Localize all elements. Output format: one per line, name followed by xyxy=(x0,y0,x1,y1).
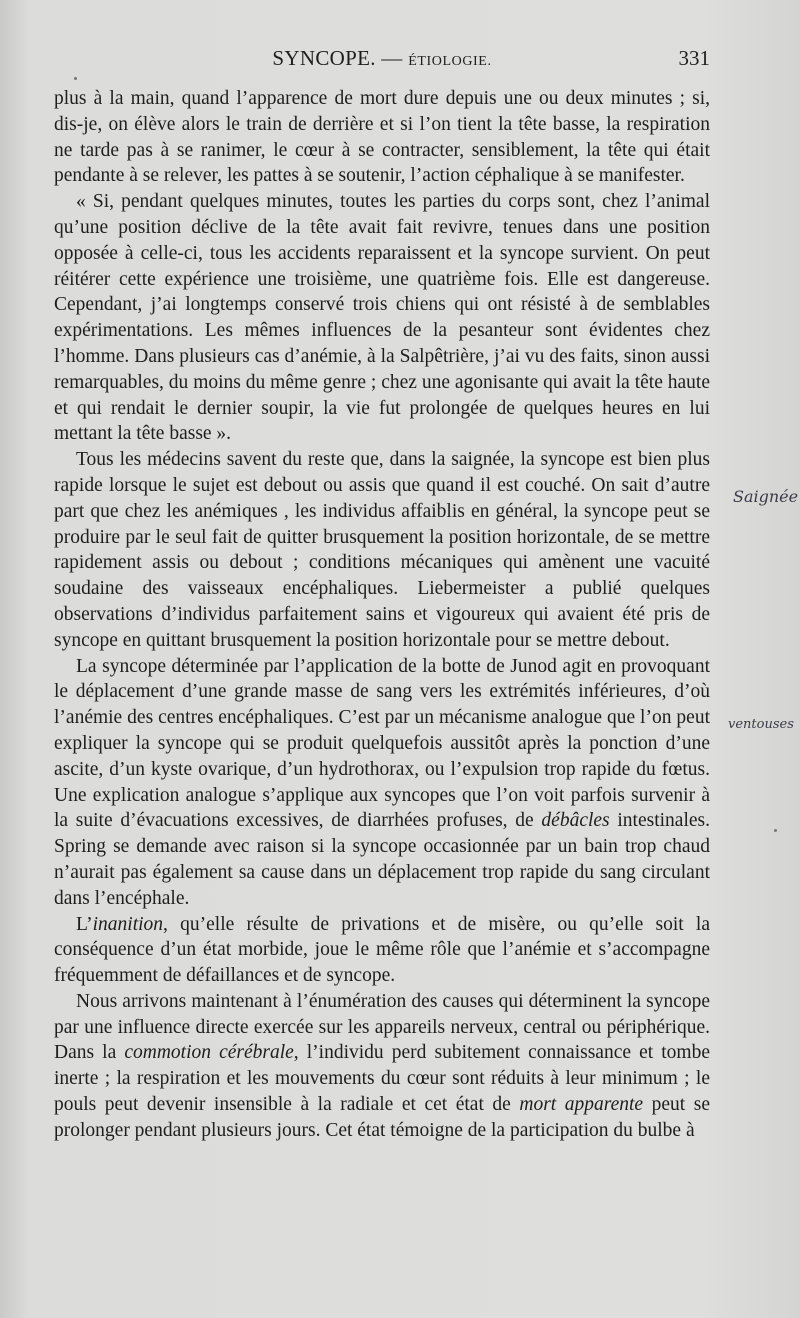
text-run: intestinales. Spring se demande avec raison si la syncope occasionnée par un bain trop chaud n’aurait pas également sa cause dans un déplacement trop rapide du sang circulant dans l’encéphale. xyxy=(54,810,710,909)
paragraph xyxy=(54,447,710,653)
text-run: plus à la main, quand l’apparence de mort dure depuis une ou deux minutes ; si, dis-je, on élève alors le train de derrière et si l’on tient la tête basse, la respiration ne tarde pas à se ranimer, le cœur à se contracter, sensiblement, la tête qui était pendante à se relever, les pattes à se soutenir, l’action céphalique à se manifester. xyxy=(54,88,710,187)
text-run: , l’individu perd subitement connaissance et tombe inerte ; la respiration et les mouvements du cœur sont réduits à leur minimum ; le pouls peut devenir insensible à la radiale et cet état de xyxy=(54,1042,710,1116)
running-head-subtitle: ÉTIOLOGIE. xyxy=(408,54,492,69)
italic-term: débâcles xyxy=(541,810,610,832)
body-text xyxy=(54,86,710,1144)
margin-note-saignee: Saignée xyxy=(733,487,799,506)
paragraph xyxy=(54,989,710,1144)
text-run: Tous les médecins savent du reste que, dans la saignée, la syncope est bien plus rapide lorsque le sujet est debout ou assis que quand il est couché. On sait d’autre part que chez les anémiques , les individus affaiblis en général, la syncope peut se produire par le seul fait de quitter brusquement la position horizontale, de se mettre rapidement assis ou debout ; conditions mécaniques qui amènent une vacuité soudaine des vaisseaux encéphaliques. Liebermeister a publié quelques observations d’individus parfaitement sains et vigoureux qui avaient été pris de syncope en quittant brusquement la position horizontale pour se mettre debout. xyxy=(54,449,710,651)
text-run: Nous arrivons maintenant à l’énumération des causes qui déterminent la syncope par une influence directe exercée sur les appareils nerveux, central ou périphérique. Dans la xyxy=(54,990,710,1064)
margin-note-ventouses: ventouses xyxy=(728,717,794,732)
paragraph xyxy=(54,189,710,447)
running-head xyxy=(54,46,710,71)
italic-term: commotion cérébrale xyxy=(124,1042,294,1064)
text-run: L’ xyxy=(76,913,93,935)
text-run: , qu’elle résulte de privations et de misère, ou qu’elle soit la conséquence d’un état morbide, joue le même rôle que l’anémie et s’accompagne fréquemment de défaillances et de syncope. xyxy=(54,913,710,987)
paragraph xyxy=(54,86,710,189)
page-header xyxy=(54,46,710,76)
text-run: « Si, pendant quelques minutes, toutes les parties du corps sont, chez l’animal qu’une position déclive de la tête avait fait revivre, tenues dans une position opposée à celle-ci, tous les accidents reparaissent et la syncope survient. On peut réitérer cette expérience une troisième, une quatrième fois. Elle est dangereuse. Cependant, j’ai longtemps conservé trois chiens qui ont résisté à de semblables expérimentations. Les mêmes influences de la pesanteur sont évidentes chez l’homme. Dans plusieurs cas d’anémie, à la Salpêtrière, j’ai vu des faits, sinon aussi remarquables, du moins du même genre ; chez une agonisante qui avait la tête haute et qui rendait le dernier soupir, la vie fut prolongée de quelques heures en lui mettant la tête basse ». xyxy=(54,191,710,445)
text-run: peut se prolonger pendant plusieurs jours. Cet état témoigne de la participation du bulbe à xyxy=(54,1094,710,1141)
paragraph xyxy=(54,912,710,989)
running-head-title: SYNCOPE. — xyxy=(272,46,403,70)
italic-term: mort apparente xyxy=(519,1094,644,1116)
paragraph xyxy=(54,654,710,912)
ink-speck xyxy=(74,77,77,80)
page-number: 331 xyxy=(678,46,710,70)
ink-speck xyxy=(774,829,777,832)
italic-term: inanition xyxy=(92,913,164,935)
text-run: La syncope déterminée par l’application de la botte de Junod agit en provoquant le déplacement d’une grande masse de sang vers les extrémités inférieures, d’où l’anémie des centres encéphaliques. C’est par un mécanisme analogue que l’on peut expliquer la syncope qui se produit quelquefois aussitôt après la ponction d’une ascite, d’un kyste ovarique, d’un hydrothorax, ou l’expulsion trop rapide du fœtus. Une explication analogue s’applique aux syncopes que l’on voit parfois survenir à la suite d’évacuations excessives, de diarrhées profuses, de xyxy=(54,655,710,832)
